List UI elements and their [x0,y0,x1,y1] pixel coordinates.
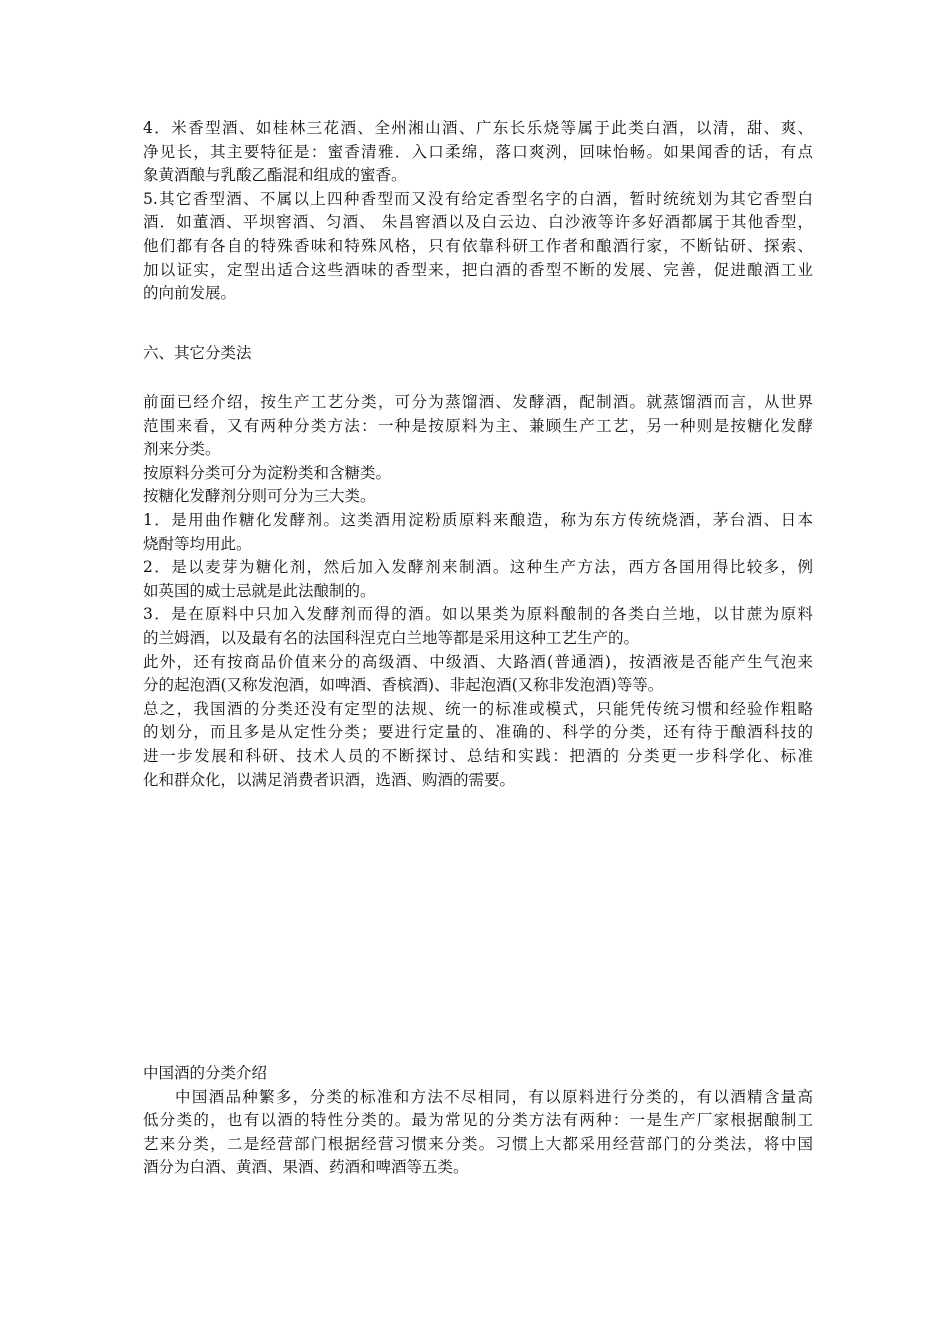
text-line: 4．米香型酒、如桂林三花酒、全州湘山酒、广东长乐烧等属于此类白酒，以清，甜、爽、 [143,119,813,137]
text-line: 1．是用曲作糖化发酵剂。这类酒用淀粉质原料来酿造，称为东方传统烧酒，茅台酒、日本 [143,510,813,529]
section-title: 中国酒的分类介绍 [143,1064,268,1082]
text-line: 此外，还有按商品价值来分的高级酒、中级酒、大路酒(普通酒)，按酒液是否能产生气泡来 [143,652,813,671]
text-line: 他们都有各自的特殊香味和特殊风格，只有依靠科研工作者和酿酒行家，不断钻研、探索、 [143,236,813,255]
text-line: 中国酒品种繁多，分类的标准和方法不尽相同，有以原料进行分类的，有以酒精含量高 [175,1087,813,1106]
text-line: 的兰姆酒，以及最有名的法国科涅克白兰地等都是采用这种工艺生产的。 [143,628,640,647]
text-line: 5.其它香型酒、不属以上四种香型而又没有给定香型名字的白酒，暂时统统划为其它香型白 [143,189,813,208]
text-line: 低分类的，也有以酒的特性分类的。最为常见的分类方法有两种：一是生产厂家根据酿制工 [143,1111,813,1130]
text-line: 酒分为白酒、黄酒、果酒、药酒和啤酒等五类。 [143,1158,469,1177]
text-line: 净见长，其主要特征是：蜜香清雅．入口柔绵，落口爽洌，回味怡畅。如果闻香的话，有点 [143,142,813,161]
other-methods-section [143,391,813,792]
text-line: 进一步发展和科研、技术人员的不断探讨、总结和实践：把酒的 分类更一步科学化、标准 [143,746,813,765]
rice-and-other-aroma-section [143,117,813,306]
text-line: 2．是以麦芽为糖化剂，然后加入发酵剂来制酒。这种生产方法，西方各国用得比较多，例 [143,558,813,577]
text-line: 如英国的威士忌就是此法酿制的。 [143,581,376,600]
text-line: 前面已经介绍，按生产工艺分类，可分为蒸馏酒、发酵酒，配制酒。就蒸馏酒而言，从世界 [143,393,813,411]
text-line: 按原料分类可分为淀粉类和含糖类。 [143,463,392,482]
text-line: 总之，我国酒的分类还没有定型的法规、统一的标准或模式，只能凭传统习惯和经验作粗略 [143,699,813,718]
text-line: 加以证实，定型出适合这些酒味的香型来，把白酒的香型不断的发展、完善，促进酿酒工业 [143,260,813,279]
text-line: 的划分，而且多是从定性分类；要进行定量的、准确的、科学的分类，还有待于酿酒科技的 [143,723,813,742]
text-line: 剂来分类。 [143,440,221,459]
text-line: 酒．如董酒、平坝窖酒、匀酒、 朱昌窖酒以及白云边、白沙液等许多好酒都属于其他香型， [143,213,813,232]
text-line: 象黄酒酿与乳酸乙酯混和组成的蜜香。 [143,166,407,185]
text-line: 的向前发展。 [143,284,237,303]
china-liquor-intro-section [143,1062,813,1180]
text-line: 烧酎等均用此。 [143,534,252,553]
text-line: 3．是在原料中只加入发酵剂而得的酒。如以果类为原料酿制的各类白兰地，以甘蔗为原料 [143,605,813,624]
heading-other-methods: 六、其它分类法 [143,344,252,362]
text-line: 化和群众化，以满足消费者识酒，选酒、购酒的需要。 [143,770,516,789]
text-line: 分的起泡酒(又称发泡酒，如啤酒、香槟酒)、非起泡酒(又称非发泡酒)等等。 [143,676,664,695]
text-line: 按糖化发酵剂分则可分为三大类。 [143,487,376,506]
text-line: 艺来分类，二是经营部门根据经营习惯来分类。习惯上大都采用经营部门的分类法，将中国 [143,1134,813,1153]
text-line: 范围来看，又有两种分类方法：一种是按原料为主、兼顾生产工艺，另一种则是按糖化发酵 [143,416,813,435]
section-heading [143,342,813,366]
